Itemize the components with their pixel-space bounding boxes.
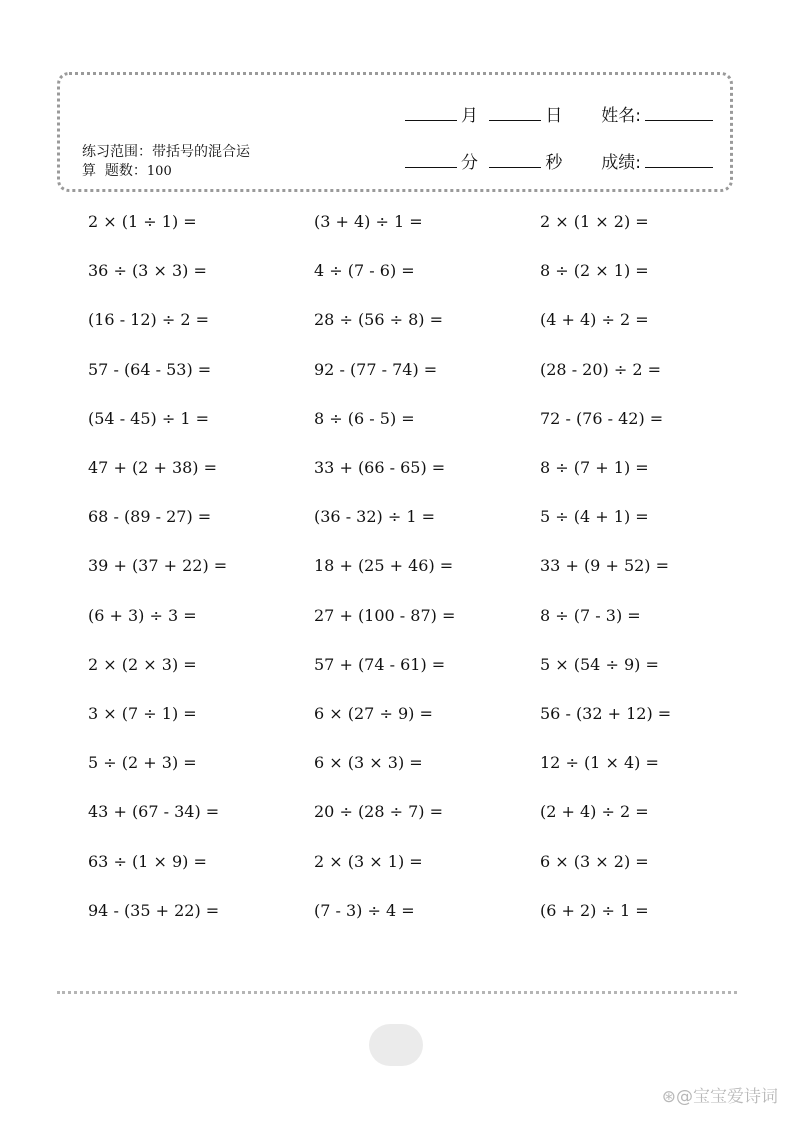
name-label: 姓名:: [601, 106, 641, 126]
math-problem: (16 - 12) ÷ 2 =: [88, 310, 210, 329]
math-problem: 72 - (76 - 42) =: [540, 409, 664, 428]
math-problem: 6 × (3 × 3) =: [314, 753, 423, 772]
math-problem: 33 + (9 + 52) =: [540, 556, 670, 575]
math-problem: 5 × (54 ÷ 9) =: [540, 655, 659, 674]
math-problem: 27 + (100 - 87) =: [314, 606, 456, 625]
math-problem: 2 × (2 × 3) =: [88, 655, 197, 674]
math-problem: 6 × (27 ÷ 9) =: [314, 704, 433, 723]
minute-label: 分: [461, 153, 478, 173]
math-problem: 68 - (89 - 27) =: [88, 507, 212, 526]
math-problem: 8 ÷ (7 - 3) =: [540, 606, 641, 625]
scope-count-label: 算 题数：: [82, 163, 147, 179]
math-problem: (6 + 3) ÷ 3 =: [88, 606, 197, 625]
month-label: 月: [461, 106, 478, 126]
math-problem: 4 ÷ (7 - 6) =: [314, 261, 415, 280]
name-blank[interactable]: [645, 119, 713, 121]
math-problem: 36 ÷ (3 × 3) =: [88, 261, 207, 280]
math-problem: 6 × (3 × 2) =: [540, 852, 649, 871]
math-problem: 8 ÷ (7 + 1) =: [540, 458, 649, 477]
math-problem: 28 ÷ (56 ÷ 8) =: [314, 310, 444, 329]
second-label: 秒: [545, 153, 563, 173]
page-number-pill: [369, 1024, 423, 1066]
header-box: [57, 72, 733, 192]
math-problem: 8 ÷ (2 × 1) =: [540, 261, 649, 280]
minute-blank[interactable]: [405, 166, 457, 168]
math-problem: 5 ÷ (4 + 1) =: [540, 507, 649, 526]
math-problem: (2 + 4) ÷ 2 =: [540, 802, 649, 821]
math-problem: (4 + 4) ÷ 2 =: [540, 310, 649, 329]
math-problem: 12 ÷ (1 × 4) =: [540, 753, 659, 772]
watermark: ⊛@宝宝爱诗词: [661, 1087, 778, 1107]
math-problem: (36 - 32) ÷ 1 =: [314, 507, 436, 526]
math-problem: 20 ÷ (28 ÷ 7) =: [314, 802, 444, 821]
scope-line-2: [82, 162, 282, 181]
day-blank[interactable]: [489, 119, 541, 121]
math-problem: (3 + 4) ÷ 1 =: [314, 212, 423, 231]
math-problem: 2 × (1 ÷ 1) =: [88, 212, 197, 231]
math-problem: 63 ÷ (1 × 9) =: [88, 852, 207, 871]
math-problem: 8 ÷ (6 - 5) =: [314, 409, 415, 428]
math-problem: 57 - (64 - 53) =: [88, 360, 212, 379]
scope-line-1: 练习范围：带括号的混合运: [82, 144, 250, 160]
math-problem: 92 - (77 - 74) =: [314, 360, 438, 379]
math-problem: 18 + (25 + 46) =: [314, 556, 454, 575]
score-blank[interactable]: [645, 166, 713, 168]
math-problem: 5 ÷ (2 + 3) =: [88, 753, 197, 772]
math-problem: 43 + (67 - 34) =: [88, 802, 220, 821]
math-problem: 56 - (32 + 12) =: [540, 704, 672, 723]
math-problem: (7 - 3) ÷ 4 =: [314, 901, 415, 920]
math-problem: 39 + (37 + 22) =: [88, 556, 228, 575]
date-row: [405, 101, 717, 126]
math-problem: 33 + (66 - 65) =: [314, 458, 446, 477]
month-blank[interactable]: [405, 119, 457, 121]
practice-scope: [82, 143, 282, 181]
math-problem: (54 - 45) ÷ 1 =: [88, 409, 210, 428]
math-problem: (28 - 20) ÷ 2 =: [540, 360, 662, 379]
math-problem: 57 + (74 - 61) =: [314, 655, 446, 674]
math-problem: 94 - (35 + 22) =: [88, 901, 220, 920]
day-label: 日: [545, 106, 563, 126]
second-blank[interactable]: [489, 166, 541, 168]
math-problem: 2 × (1 × 2) =: [540, 212, 649, 231]
math-problem: 2 × (3 × 1) =: [314, 852, 423, 871]
scope-count: 100: [146, 164, 172, 179]
score-label: 成绩:: [601, 153, 641, 173]
math-problem: (6 + 2) ÷ 1 =: [540, 901, 649, 920]
footer-divider: [57, 991, 737, 994]
time-row: [405, 148, 717, 173]
math-problem: 3 × (7 ÷ 1) =: [88, 704, 197, 723]
math-problem: 47 + (2 + 38) =: [88, 458, 218, 477]
